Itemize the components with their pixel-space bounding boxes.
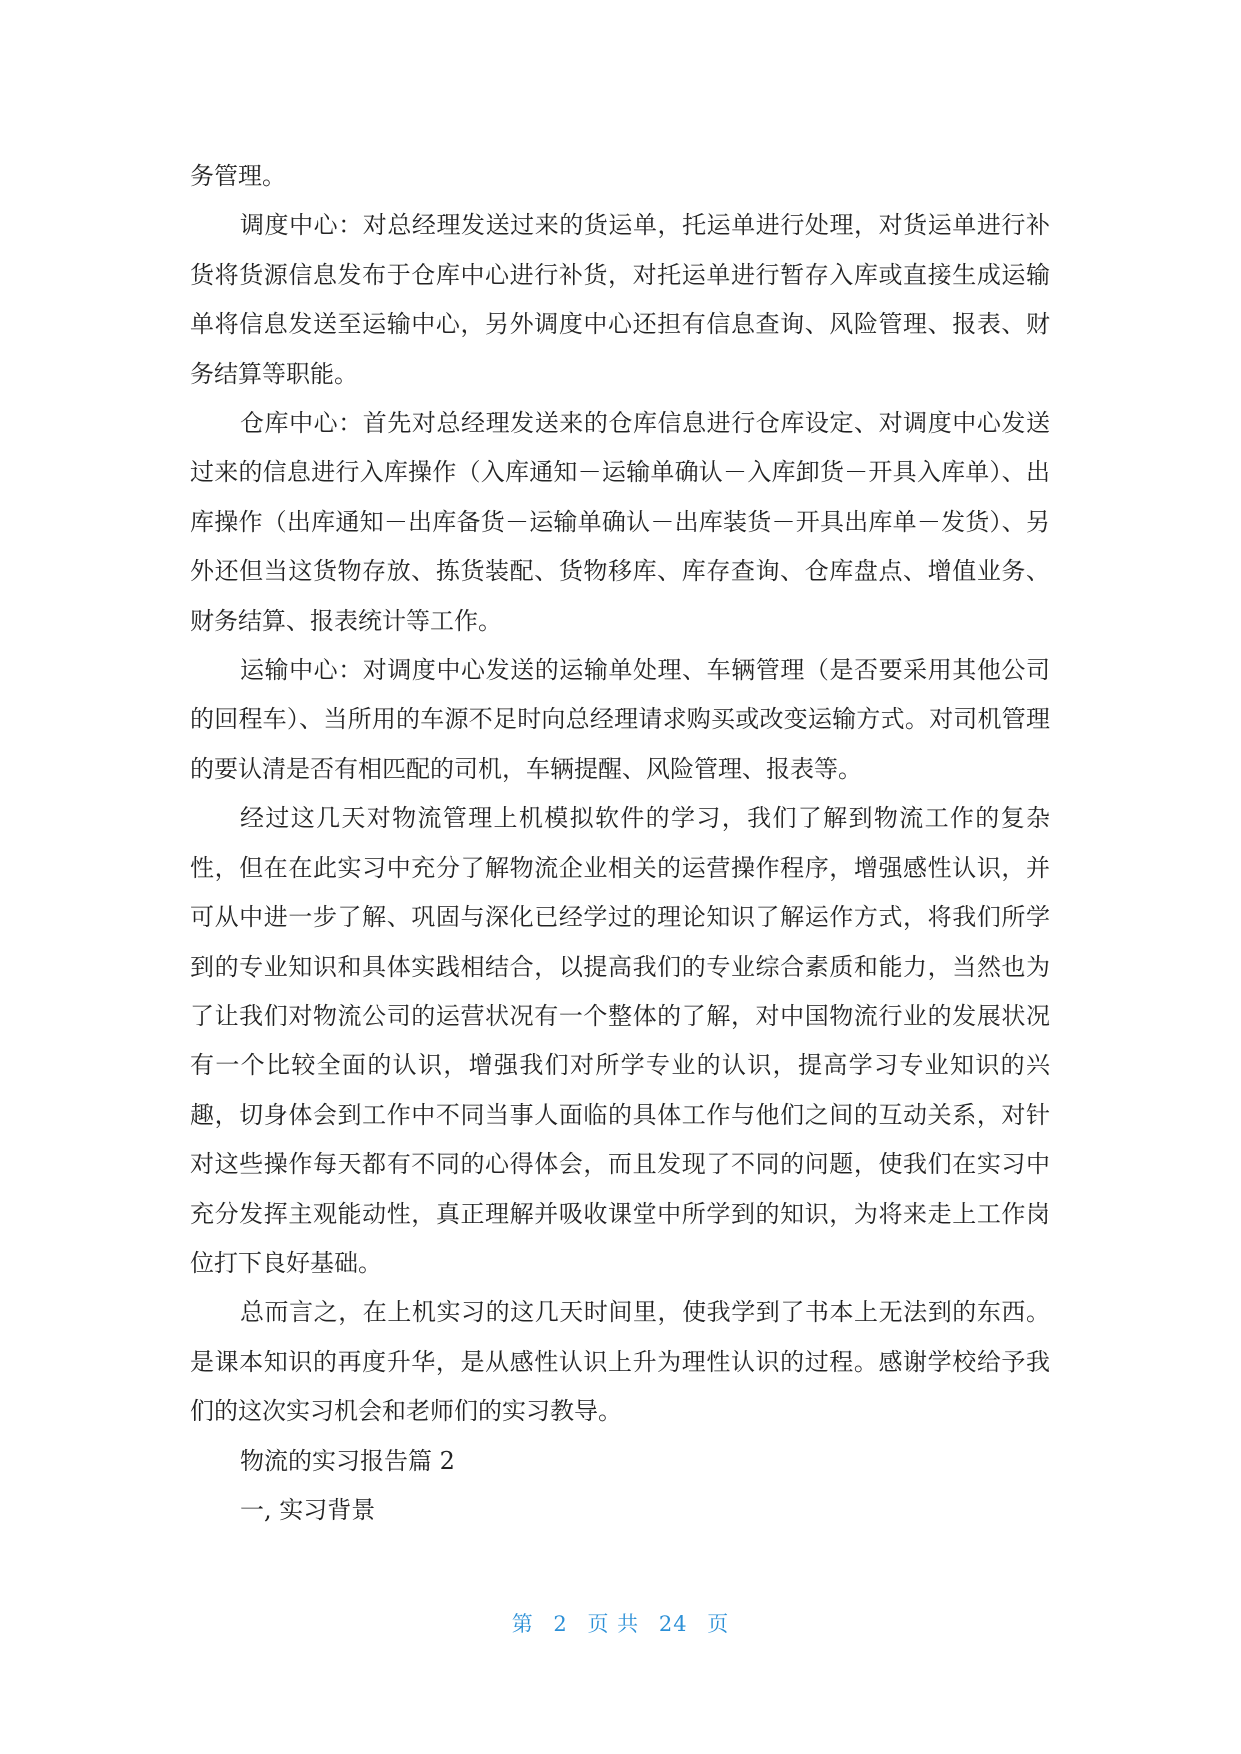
document-body	[190, 152, 1050, 1535]
paragraph-learning-summary: 经过这几天对物流管理上机模拟软件的学习，我们了解到物流工作的复杂性，但在在此实习中充分了解物流企业相关的运营操作程序，增强感性认识，并可从中进一步了解、巩固与深化已经学过的理论知识了解运作方式，将我们所学到的专业知识和具体实践相结合，以提高我们的专业综合素质和能力，当然也为了让我们对物流公司的运营状况有一个整体的了解，对中国物流行业的发展状况有一个比较全面的认识，增强我们对所学专业的认识，提高学习专业知识的兴趣，切身体会到工作中不同当事人面临的具体工作与他们之间的互动关系，对针对这些操作每天都有不同的心得体会，而且发现了不同的问题，使我们在实习中充分发挥主观能动性，真正理解并吸收课堂中所学到的知识，为将来走上工作岗位打下良好基础。	[190, 804, 1050, 1277]
page-footer	[0, 1608, 1241, 1638]
footer-page-number: 2	[553, 1612, 568, 1636]
section-title: 物流的实习报告篇 2	[240, 1446, 455, 1475]
subsection-title: 一, 实习背景	[240, 1495, 376, 1524]
footer-prefix: 第	[511, 1612, 534, 1636]
footer-middle: 页 共	[587, 1612, 640, 1636]
footer-suffix: 页	[707, 1612, 730, 1636]
paragraph-continuation: 务管理。	[190, 162, 286, 190]
paragraph-conclusion: 总而言之，在上机实习的这几天时间里，使我学到了书本上无法到的东西。是课本知识的再度升华，是从感性认识上升为理性认识的过程。感谢学校给予我们的这次实习机会和老师们的实习教导。	[190, 1298, 1050, 1426]
paragraph-warehouse-center: 仓库中心：首先对总经理发送来的仓库信息进行仓库设定、对调度中心发送过来的信息进行入库操作（入库通知－运输单确认－入库卸货－开具入库单）、出库操作（出库通知－出库备货－运输单确认－出库装货－开具出库单－发货）、另外还但当这货物存放、拣货装配、货物移库、库存查询、仓库盘点、增值业务、财务结算、报表统计等工作。	[190, 409, 1050, 635]
paragraph-dispatch-center: 调度中心：对总经理发送过来的货运单，托运单进行处理，对货运单进行补货将货源信息发布于仓库中心进行补货，对托运单进行暂存入库或直接生成运输单将信息发送至运输中心，另外调度中心还担有信息查询、风险管理、报表、财务结算等职能。	[190, 211, 1050, 388]
paragraph-transport-center: 运输中心：对调度中心发送的运输单处理、车辆管理（是否要采用其他公司的回程车）、当所用的车源不足时向总经理请求购买或改变运输方式。对司机管理的要认清是否有相匹配的司机，车辆提醒、风险管理、报表等。	[190, 656, 1050, 783]
footer-total-pages: 24	[658, 1612, 688, 1636]
